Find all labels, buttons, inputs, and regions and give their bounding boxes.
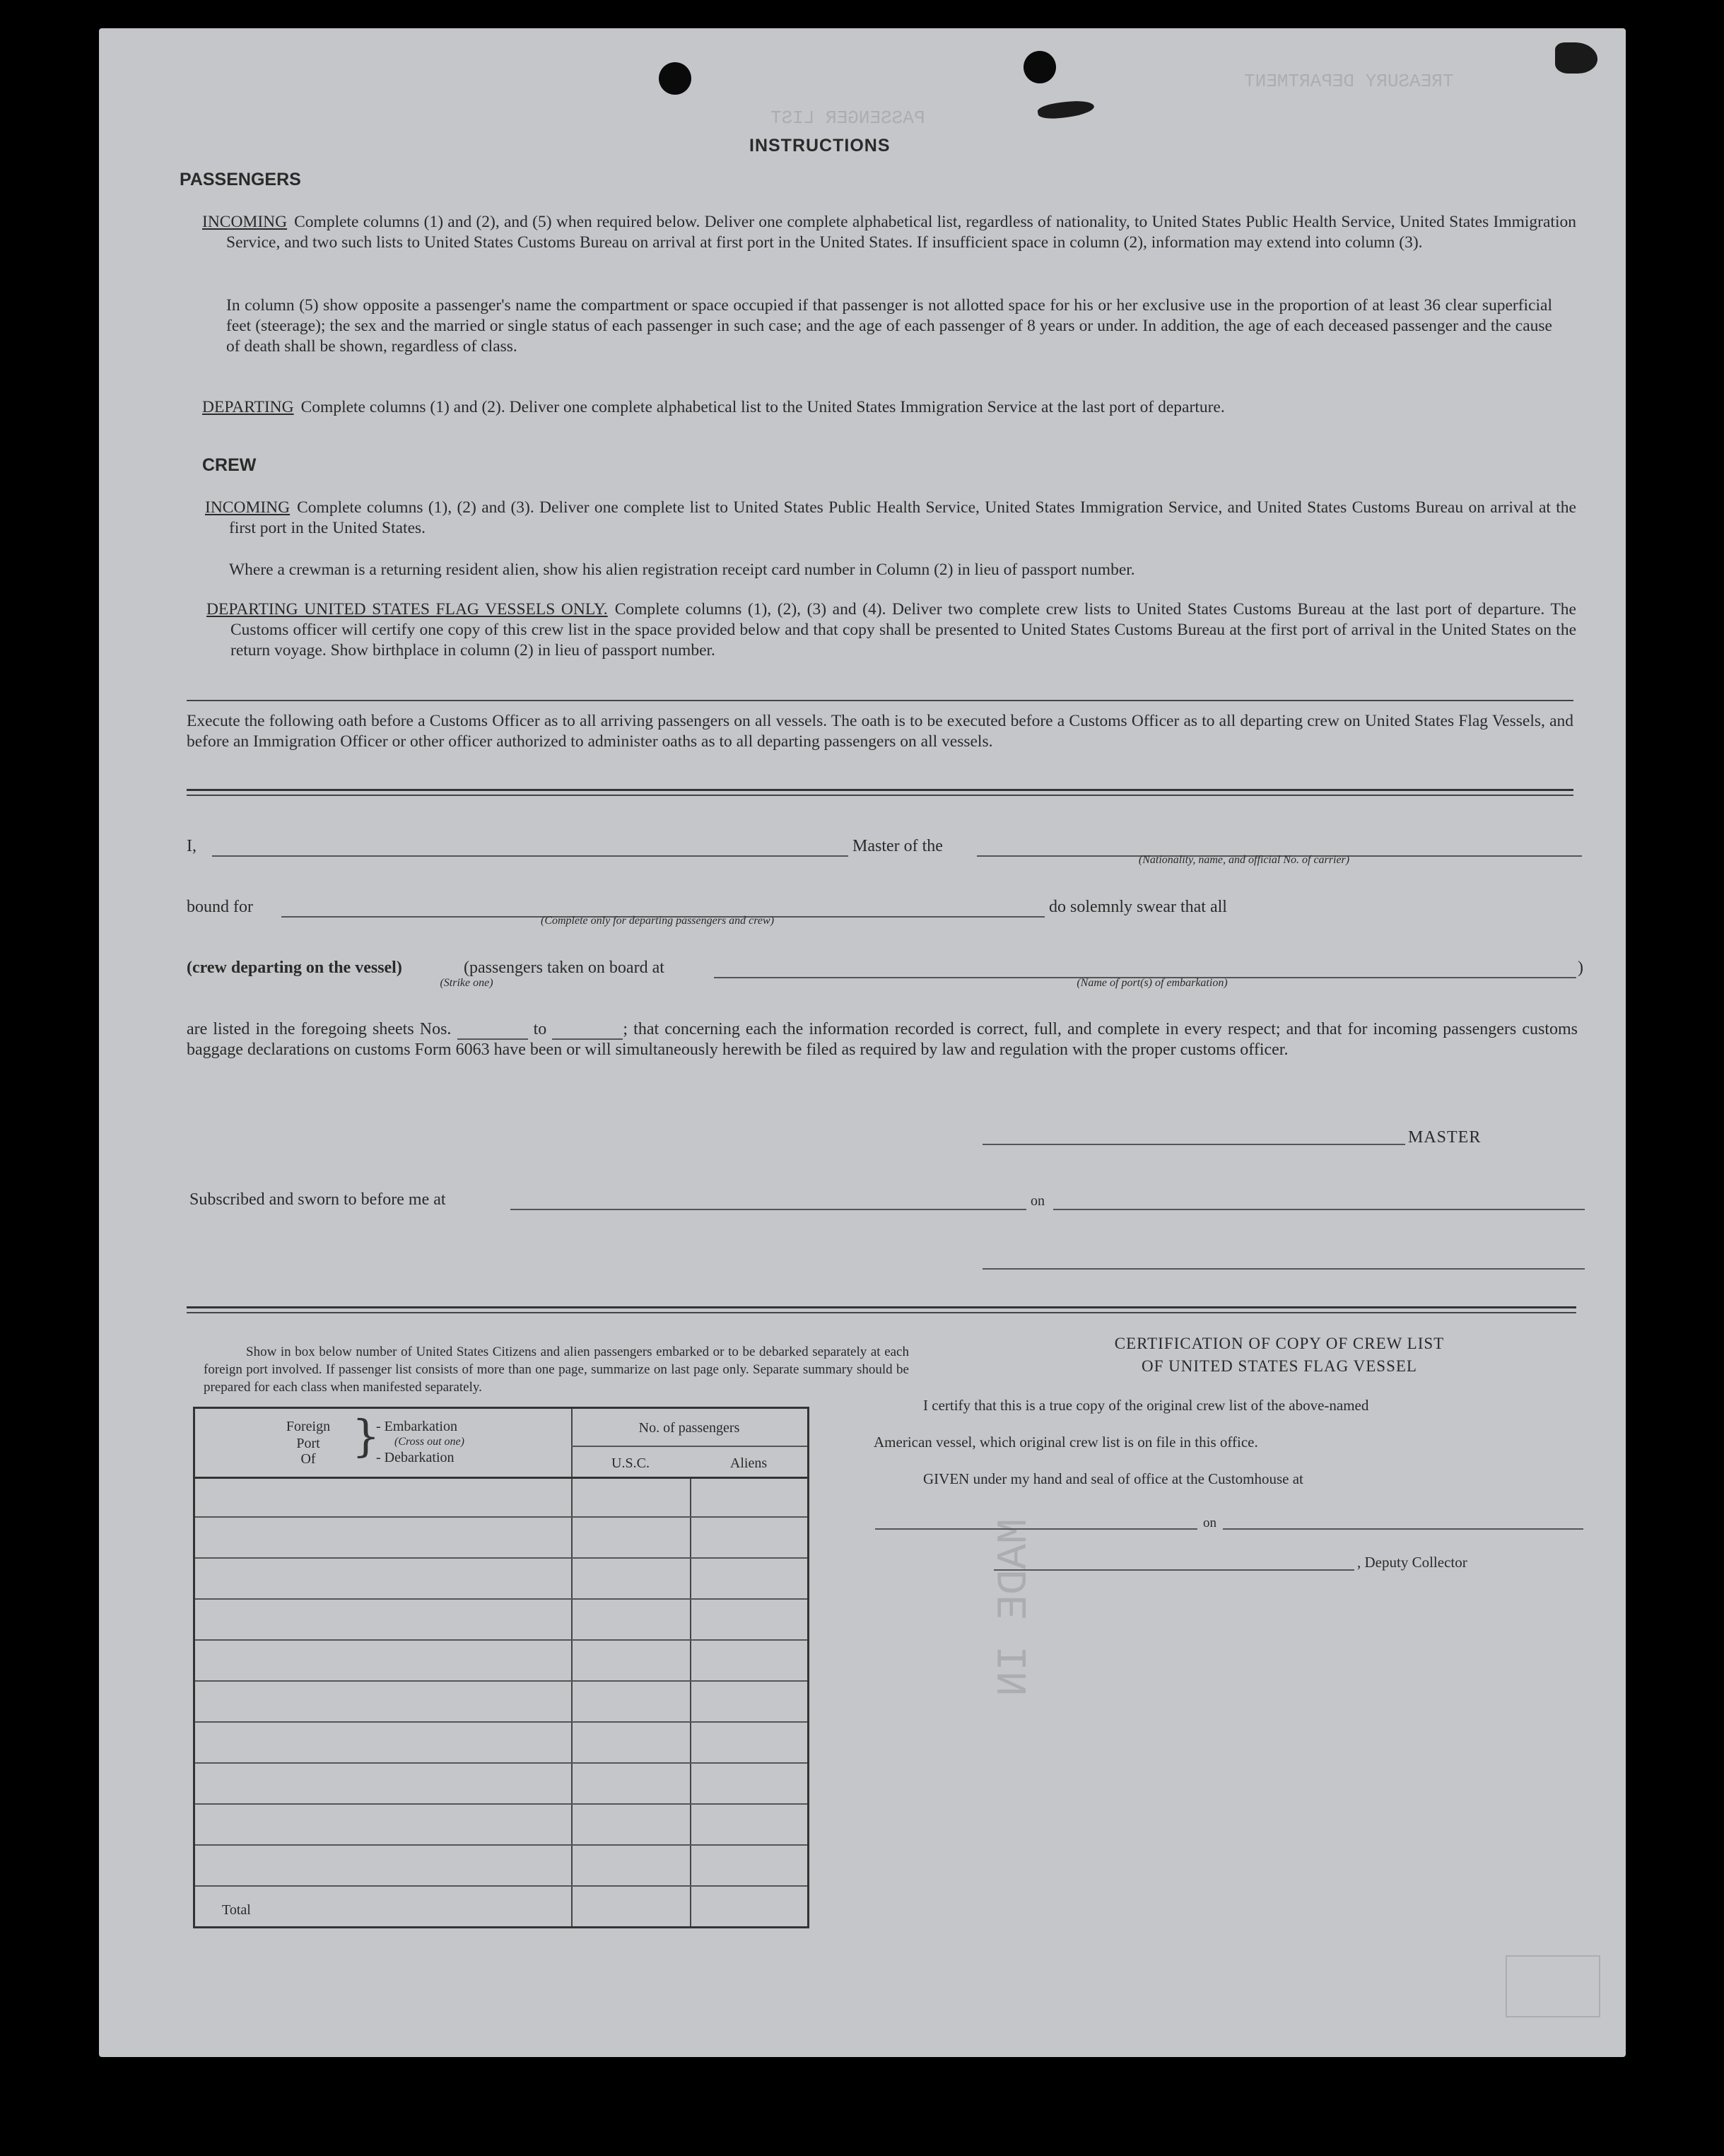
crew-departing-label: DEPARTING UNITED STATES FLAG VESSELS ONLY. [206, 600, 608, 619]
table-row [195, 1680, 807, 1682]
table-header-bottom [195, 1477, 807, 1479]
oath-divider-top [187, 789, 1573, 791]
total-label: Total [222, 1902, 251, 1918]
certification-line-3: GIVEN under my hand and seal of office at the Customhouse at [923, 1470, 1303, 1487]
column5-text: In column (5) show opposite a passenger's name the compartment or space occupied if that passenger is not allotted space for his or her exclusive use in the proportion of at least 36 clear superficial feet (steerage); the sex and the married or single status of each passenger in such case; and the age of each passenger of 8 years or under. In addition, the age of each deceased passenger and the cause of death shall be shown, regardless of class. [226, 296, 1552, 356]
lower-divider-top [187, 1306, 1576, 1308]
certification-title-2: OF UNITED STATES FLAG VESSEL [1142, 1357, 1417, 1375]
table-col-divider [690, 1477, 691, 1926]
punch-hole-right [1024, 51, 1056, 83]
of-label: Of [300, 1451, 316, 1467]
crew-departing-text: Complete columns (1), (2), (3) and (4). Deliver two complete crew lists to United States Customs Bureau at the last port of departure. The Customs officer will certify one copy of this crew list in the space provided below and that copy shall be presented to United States Customs Bureau at the first port of arrival in the United States on the return voyage. Show birthplace in column (2) in lieu of passport number. [230, 600, 1576, 660]
crew-resident-text: Where a crewman is a returning resident alien, show his alien registration receipt card number in Column (2) in lieu of passport number. [229, 561, 1135, 579]
table-row [195, 1639, 807, 1641]
port-label: Port [296, 1436, 320, 1451]
table-row [195, 1557, 807, 1559]
lower-divider-bottom [187, 1312, 1576, 1313]
officer-signature-field[interactable] [983, 1268, 1585, 1270]
passengers-incoming-paragraph [202, 212, 1576, 253]
strike-one-caption: (Strike one) [440, 977, 493, 989]
embarkation-label: - Embarkation [376, 1419, 457, 1434]
master-label: MASTER [1408, 1128, 1482, 1147]
sheet-from-field[interactable] [457, 1038, 528, 1040]
passengers-incoming-text: Complete columns (1) and (2), and (5) when required below. Deliver one complete alphabetical list, regardless of nationality, to United States Public Health Service, United States Immigration Service, and two such lists to United States Customs Bureau on arrival at first port in the United States. If insufficient space in column (2), information may extend into column (3). [226, 213, 1576, 252]
subscribed-label: Subscribed and sworn to before me at [189, 1190, 446, 1209]
aliens-header: Aliens [729, 1455, 768, 1471]
crew-resident-paragraph [229, 560, 1552, 580]
subscribed-place-field[interactable] [510, 1209, 1026, 1210]
close-paren: ) [1578, 959, 1583, 977]
punch-hole-left [659, 62, 691, 95]
crew-incoming-paragraph [205, 498, 1576, 539]
table-col-divider [571, 1409, 573, 1926]
deputy-collector-signature-field[interactable] [994, 1569, 1354, 1571]
master-signature-field[interactable] [983, 1144, 1405, 1145]
table-row [195, 1803, 807, 1805]
table-row [195, 1844, 807, 1846]
bleed-through-text: MADE IN [991, 1518, 1040, 1697]
certification-date-field[interactable] [1223, 1528, 1583, 1530]
certification-line-2: American vessel, which original crew list is on file in this office. [874, 1434, 1258, 1451]
listed-sheets-a: are listed in the foregoing sheets Nos. [187, 1020, 452, 1038]
table-row [195, 1598, 807, 1600]
oath-i-label: I, [187, 837, 197, 855]
crew-incoming-text: Complete columns (1), (2) and (3). Deliver one complete list to United States Public Health Service, United States Immigration Service, and United States Customs Bureau on arrival at the first port in the United States. [229, 498, 1576, 537]
customhouse-field[interactable] [875, 1528, 1197, 1530]
passengers-departing-label: DEPARTING [202, 398, 294, 416]
passengers-departing-paragraph [202, 397, 1576, 418]
bleed-through-text: TREASURY DEPARTMENT [1244, 71, 1454, 92]
bleed-through-box [1506, 1955, 1600, 2017]
debarkation-label: - Debarkation [376, 1450, 455, 1465]
column5-paragraph [226, 295, 1552, 357]
crew-departing-paragraph [206, 599, 1576, 661]
table-row [195, 1516, 807, 1518]
master-name-field[interactable] [212, 855, 848, 857]
passengers-taken-option: (passengers taken on board at [464, 959, 664, 977]
table-row [195, 1762, 807, 1764]
form-sheet [99, 28, 1626, 2057]
master-of-the-label: Master of the [852, 837, 943, 855]
ink-blot [1037, 98, 1095, 122]
complete-only-caption: (Complete only for departing passengers and crew) [540, 915, 775, 927]
bound-for-label: bound for [187, 898, 253, 916]
subscribed-on-label: on [1031, 1193, 1045, 1209]
oath-intro: Execute the following oath before a Customs Officer as to all arriving passengers on all vessels. The oath is to be executed before a Customs Officer as to all departing crew on United States Flag Vessels, and before an Immigration Officer or other officer authorized to administer oaths as to all departing passengers on all vessels. [187, 712, 1573, 751]
crew-incoming-label: INCOMING [205, 498, 291, 517]
usc-header: U.S.C. [611, 1455, 650, 1471]
ports-caption: (Name of port(s) of embarkation) [1077, 977, 1228, 989]
page-title: INSTRUCTIONS [749, 136, 891, 156]
no-of-passengers-header: No. of passengers [638, 1420, 740, 1436]
certification-line-1: I certify that this is a true copy of the original crew list of the above-named [923, 1397, 1369, 1414]
nationality-caption: (Nationality, name, and official No. of carrier) [1138, 854, 1350, 866]
sheet-to-field[interactable] [552, 1038, 623, 1040]
bleed-through-text: PASSENGER LIST [770, 107, 925, 129]
crew-departing-text: (crew departing on the vessel) [187, 959, 402, 977]
passengers-incoming-label: INCOMING [202, 213, 288, 231]
solemnly-swear-label: do solemnly swear that all [1049, 898, 1227, 916]
deputy-collector-label: , Deputy Collector [1357, 1554, 1467, 1571]
table-row [195, 1721, 807, 1723]
certification-on-label: on [1203, 1516, 1216, 1530]
listed-sheets-b: ; that concerning each the information recorded is correct, full, and complete in every respect; and that for incoming passengers customs baggage declarations on customs Form 6063 have been or will simultaneously herewith be filed as required by law and regulation with the proper customs officer. [187, 1020, 1578, 1059]
listed-to-label: to [533, 1020, 547, 1038]
summary-note: Show in box below number of United States Citizens and alien passengers embarked or to be debarked separately at each foreign port involved. If passenger list consists of more than one page, summarize on last page only. Separate summary should be prepared for each class when manifested separately. [204, 1344, 909, 1395]
table-row [195, 1885, 807, 1887]
listed-sheets-paragraph [187, 1019, 1578, 1060]
section-divider [187, 700, 1573, 701]
oath-divider-bottom [187, 795, 1573, 796]
subscribed-date-field[interactable] [1053, 1209, 1585, 1210]
crew-heading: CREW [202, 455, 257, 475]
table-header-split [571, 1446, 807, 1447]
crew-departing-option [187, 959, 402, 978]
torn-corner [1555, 42, 1597, 74]
brace-glyph: } [352, 1410, 380, 1462]
passengers-departing-text: Complete columns (1) and (2). Deliver one complete alphabetical list to the United States Immigration Service at the last port of departure. [300, 398, 1225, 416]
passenger-summary-table [193, 1407, 809, 1928]
foreign-label: Foreign [286, 1419, 331, 1434]
certification-title-1: CERTIFICATION OF COPY OF CREW LIST [1114, 1335, 1445, 1352]
cross-out-label: (Cross out one) [394, 1436, 464, 1448]
passengers-heading: PASSENGERS [180, 170, 301, 189]
